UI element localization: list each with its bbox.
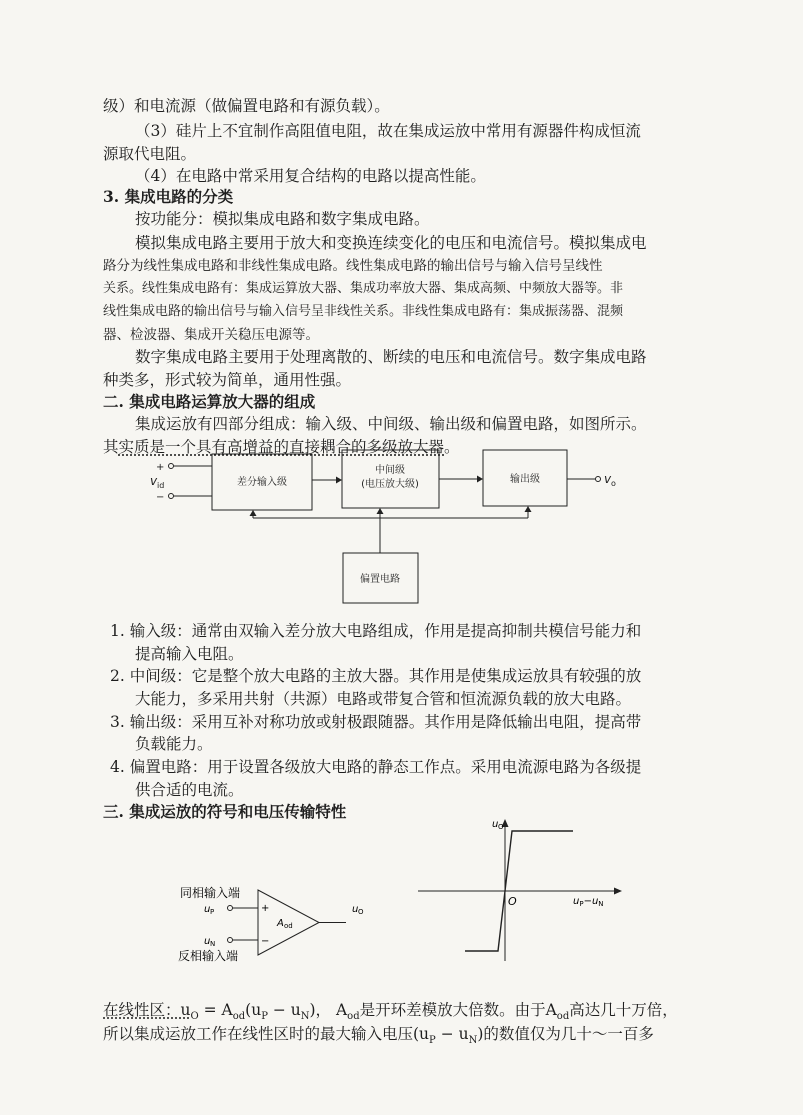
bias-circuit-label: 偏置电路 [360,574,400,585]
list-item: 2. 中间级：它是整个放大电路的主放大器。其作用是使集成运放具有较强的放 [110,667,642,685]
subscript: P [261,1011,268,1023]
text-span: 。 [444,438,460,456]
text-line: 集成运放有四部分组成：输入级、中间级、输出级和偏置电路，如图所示。 [135,415,647,433]
input-voltage-label: v [150,474,158,488]
input-stage-label: 差分输入级 [237,477,287,488]
plus-sign: + [261,903,270,914]
up-sub: P [210,908,215,916]
transfer-characteristic [410,815,630,965]
input-voltage-sub: id [157,481,165,490]
list-item-cont: 负载能力。 [135,735,213,753]
list-item: 3. 输出级：采用互补对称功放或射极跟随器。其作用是降低输出电阻，提高带 [110,713,642,731]
opamp-symbol [170,880,380,970]
text-line: （3）硅片上不宜制作高阻值电阻，故在集成运放中常用有源器件构成恒流 [135,122,641,140]
middle-stage-label: 中间级 [375,465,405,476]
text-line: 按功能分：模拟集成电路和数字集成电路。 [135,210,430,228]
list-item-cont: 供合适的电流。 [135,781,244,799]
text-line: 种类多，形式较为简单，通用性强。 [103,371,352,389]
subscript: N [300,1011,310,1023]
emphasis-text: 实质是一个具有高增益的直接耦合的多级放大器 [118,438,445,456]
text-line: 数字集成电路主要用于处理离散的、断续的电压和电流信号。数字集成电路 [135,348,647,366]
x-axis-label: $u_P-u_N$ [573,896,604,908]
subscript: od [347,1011,360,1023]
section-heading: 二. 集成电路运算放大器的组成 [103,392,316,411]
un-sub: N [210,940,216,948]
origin-label: O [508,895,517,908]
text-span: (u [245,1001,262,1019]
text-line: 模拟集成电路主要用于放大和变换连续变化的电压和电流信号。模拟集成电 [135,234,647,252]
text-span: )的数值仅为几十～一百多 [477,1025,654,1043]
text-span: 是开环差模放大倍数。由于A [359,1001,557,1019]
text-span: 所以集成运放工作在线性区时的最大输入电压(u [103,1025,430,1043]
list-item: 1. 输入级：通常由双输入差分放大电路组成，作用是提高抑制共模信号能力和 [110,622,642,640]
text-span: 高达几十万倍， [569,1001,678,1019]
linear-region-label: 在线性区：u [103,1001,191,1019]
text-line: 线性集成电路的输出信号与输入信号呈非线性关系。非线性集成电路有：集成振荡器、混频 [103,304,624,319]
list-item-cont: 提高输入电阻。 [135,645,244,663]
section-heading: 三. 集成运放的符号和电压传输特性 [103,802,347,821]
list-item: 4. 偏置电路：用于设置各级放大电路的静态工作点。采用电流源电路为各级提 [110,758,642,776]
aod-sub: od [284,922,293,930]
subscript: P [429,1035,436,1047]
text-span: )， A [309,1001,348,1019]
minus-terminal: − [156,492,165,503]
aod-label: A [277,918,284,929]
plus-terminal: + [156,462,165,473]
text-line: 器、检波器、集成开关稳压电源等。 [103,327,319,343]
uo-sub: O [358,908,364,916]
text-line: （4）在电路中常采用复合结构的电路以提高性能。 [135,167,486,185]
subscript: od [556,1011,570,1023]
output-stage-label: 输出级 [510,474,540,485]
noninverting-input-label: 同相输入端 [180,886,241,900]
minus-sign: − [261,936,270,947]
formula-line [103,1024,654,1051]
y-axis-sub: O [498,823,504,831]
text-span: = A [198,1001,233,1019]
text-line: 关系。线性集成电路有：集成运算放大器、集成功率放大器、集成高频、中频放大器等。非 [103,281,624,296]
text-span: 其 [103,438,119,456]
subscript: od [232,1011,246,1023]
subscript: O [190,1011,199,1023]
text-line: 源取代电阻。 [103,145,197,163]
up-label: u [204,904,211,915]
uo-label: u [352,904,359,915]
text-line: 级）和电流源（做偏置电路和有源负载）。 [103,97,390,115]
output-voltage-label: v [604,472,612,486]
list-item-cont: 大能力，多采用共射（共源）电路或带复合管和恒流源负载的放大电路。 [135,690,632,708]
y-axis-label: u [492,819,499,830]
output-voltage-sub: o [611,479,616,488]
block-diagram [140,440,640,610]
subscript: N [468,1035,478,1047]
text-line: 路分为线性集成电路和非线性集成电路。线性集成电路的输出信号与输入信号呈线性 [103,258,603,274]
text-span: − u [435,1025,469,1043]
section-heading: 3. 集成电路的分类 [103,187,234,206]
middle-stage-sublabel: (电压放大级) [361,479,419,490]
text-span: − u [267,1001,301,1019]
un-label: u [204,936,211,947]
inverting-input-label: 反相输入端 [178,949,239,963]
